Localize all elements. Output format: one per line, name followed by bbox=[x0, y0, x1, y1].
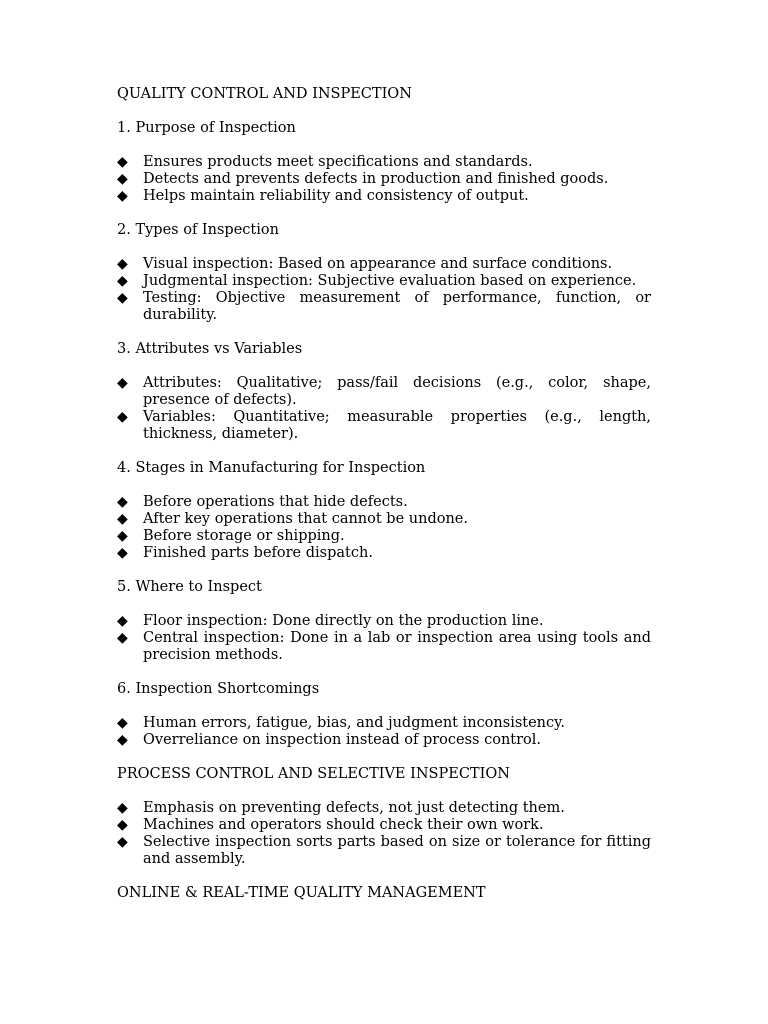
diamond-bullet-icon: ◆ bbox=[117, 290, 128, 306]
section-process-control bbox=[117, 766, 651, 868]
diamond-bullet-icon: ◆ bbox=[117, 171, 128, 187]
diamond-bullet-icon: ◆ bbox=[117, 409, 128, 425]
list-item bbox=[117, 715, 651, 732]
list-item bbox=[117, 545, 651, 562]
document-page bbox=[117, 86, 651, 902]
list-item-text: Judgmental inspection: Subjective evaluation based on experience. bbox=[143, 273, 637, 289]
diamond-bullet-icon: ◆ bbox=[117, 528, 128, 544]
section-title: 5. Where to Inspect bbox=[117, 579, 262, 595]
section-title: 1. Purpose of Inspection bbox=[117, 120, 296, 136]
list-item bbox=[117, 409, 651, 443]
section-types-of-inspection bbox=[117, 222, 651, 324]
diamond-bullet-icon: ◆ bbox=[117, 273, 128, 289]
section-inspection-shortcomings bbox=[117, 681, 651, 749]
list-item bbox=[117, 732, 651, 749]
list-item-text: Central inspection: Done in a lab or inspection area using tools and precision methods. bbox=[143, 630, 651, 663]
diamond-bullet-icon: ◆ bbox=[117, 834, 128, 850]
list-item bbox=[117, 154, 651, 171]
section-heading-process-control: PROCESS CONTROL AND SELECTIVE INSPECTION bbox=[117, 766, 510, 782]
list-item bbox=[117, 188, 651, 205]
diamond-bullet-icon: ◆ bbox=[117, 732, 128, 748]
section-title: 6. Inspection Shortcomings bbox=[117, 681, 320, 697]
list-item bbox=[117, 511, 651, 528]
list-item-text: Emphasis on preventing defects, not just detecting them. bbox=[143, 800, 565, 816]
section-title: 3. Attributes vs Variables bbox=[117, 341, 303, 357]
list-item-text: Helps maintain reliability and consistency of output. bbox=[143, 188, 529, 204]
list-item-text: Ensures products meet specifications and standards. bbox=[143, 154, 533, 170]
list-item-text: Attributes: Qualitative; pass/fail decisions (e.g., color, shape, presence of defects). bbox=[143, 375, 651, 408]
diamond-bullet-icon: ◆ bbox=[117, 715, 128, 731]
list-item-text: Visual inspection: Based on appearance and surface conditions. bbox=[143, 256, 613, 272]
list-item bbox=[117, 375, 651, 409]
list-item bbox=[117, 528, 651, 545]
diamond-bullet-icon: ◆ bbox=[117, 800, 128, 816]
diamond-bullet-icon: ◆ bbox=[117, 817, 128, 833]
list-item-text: Human errors, fatigue, bias, and judgment inconsistency. bbox=[143, 715, 566, 731]
section-title: 2. Types of Inspection bbox=[117, 222, 279, 238]
diamond-bullet-icon: ◆ bbox=[117, 188, 128, 204]
list-item bbox=[117, 494, 651, 511]
diamond-bullet-icon: ◆ bbox=[117, 494, 128, 510]
list-item bbox=[117, 613, 651, 630]
section-stages-in-manufacturing bbox=[117, 460, 651, 562]
list-item bbox=[117, 171, 651, 188]
bullet-list bbox=[117, 613, 651, 664]
diamond-bullet-icon: ◆ bbox=[117, 511, 128, 527]
document-title: QUALITY CONTROL AND INSPECTION bbox=[117, 86, 412, 102]
list-item bbox=[117, 834, 651, 868]
diamond-bullet-icon: ◆ bbox=[117, 613, 128, 629]
list-item-text: Selective inspection sorts parts based on size or tolerance for fitting and assembly. bbox=[143, 834, 651, 867]
section-where-to-inspect bbox=[117, 579, 651, 664]
bullet-list bbox=[117, 494, 651, 562]
section-title: 4. Stages in Manufacturing for Inspection bbox=[117, 460, 426, 476]
diamond-bullet-icon: ◆ bbox=[117, 630, 128, 646]
list-item-text: Before operations that hide defects. bbox=[143, 494, 408, 510]
list-item-text: After key operations that cannot be undone. bbox=[143, 511, 468, 527]
list-item bbox=[117, 630, 651, 664]
list-item-text: Before storage or shipping. bbox=[143, 528, 345, 544]
section-heading-online-quality: ONLINE & REAL-TIME QUALITY MANAGEMENT bbox=[117, 885, 486, 901]
list-item bbox=[117, 817, 651, 834]
list-item-text: Floor inspection: Done directly on the production line. bbox=[143, 613, 544, 629]
list-item-text: Machines and operators should check their own work. bbox=[143, 817, 544, 833]
diamond-bullet-icon: ◆ bbox=[117, 256, 128, 272]
bullet-list bbox=[117, 800, 651, 868]
list-item bbox=[117, 256, 651, 273]
diamond-bullet-icon: ◆ bbox=[117, 375, 128, 391]
list-item-text: Testing: Objective measurement of performance, function, or durability. bbox=[143, 290, 651, 323]
list-item-text: Finished parts before dispatch. bbox=[143, 545, 373, 561]
list-item bbox=[117, 273, 651, 290]
list-item bbox=[117, 290, 651, 324]
list-item-text: Overreliance on inspection instead of process control. bbox=[143, 732, 542, 748]
list-item bbox=[117, 800, 651, 817]
section-purpose-of-inspection bbox=[117, 120, 651, 205]
section-attributes-vs-variables bbox=[117, 341, 651, 443]
bullet-list bbox=[117, 375, 651, 443]
diamond-bullet-icon: ◆ bbox=[117, 545, 128, 561]
bullet-list bbox=[117, 715, 651, 749]
bullet-list bbox=[117, 154, 651, 205]
list-item-text: Variables: Quantitative; measurable properties (e.g., length, thickness, diameter). bbox=[143, 409, 651, 442]
diamond-bullet-icon: ◆ bbox=[117, 154, 128, 170]
bullet-list bbox=[117, 256, 651, 324]
list-item-text: Detects and prevents defects in production and finished goods. bbox=[143, 171, 609, 187]
